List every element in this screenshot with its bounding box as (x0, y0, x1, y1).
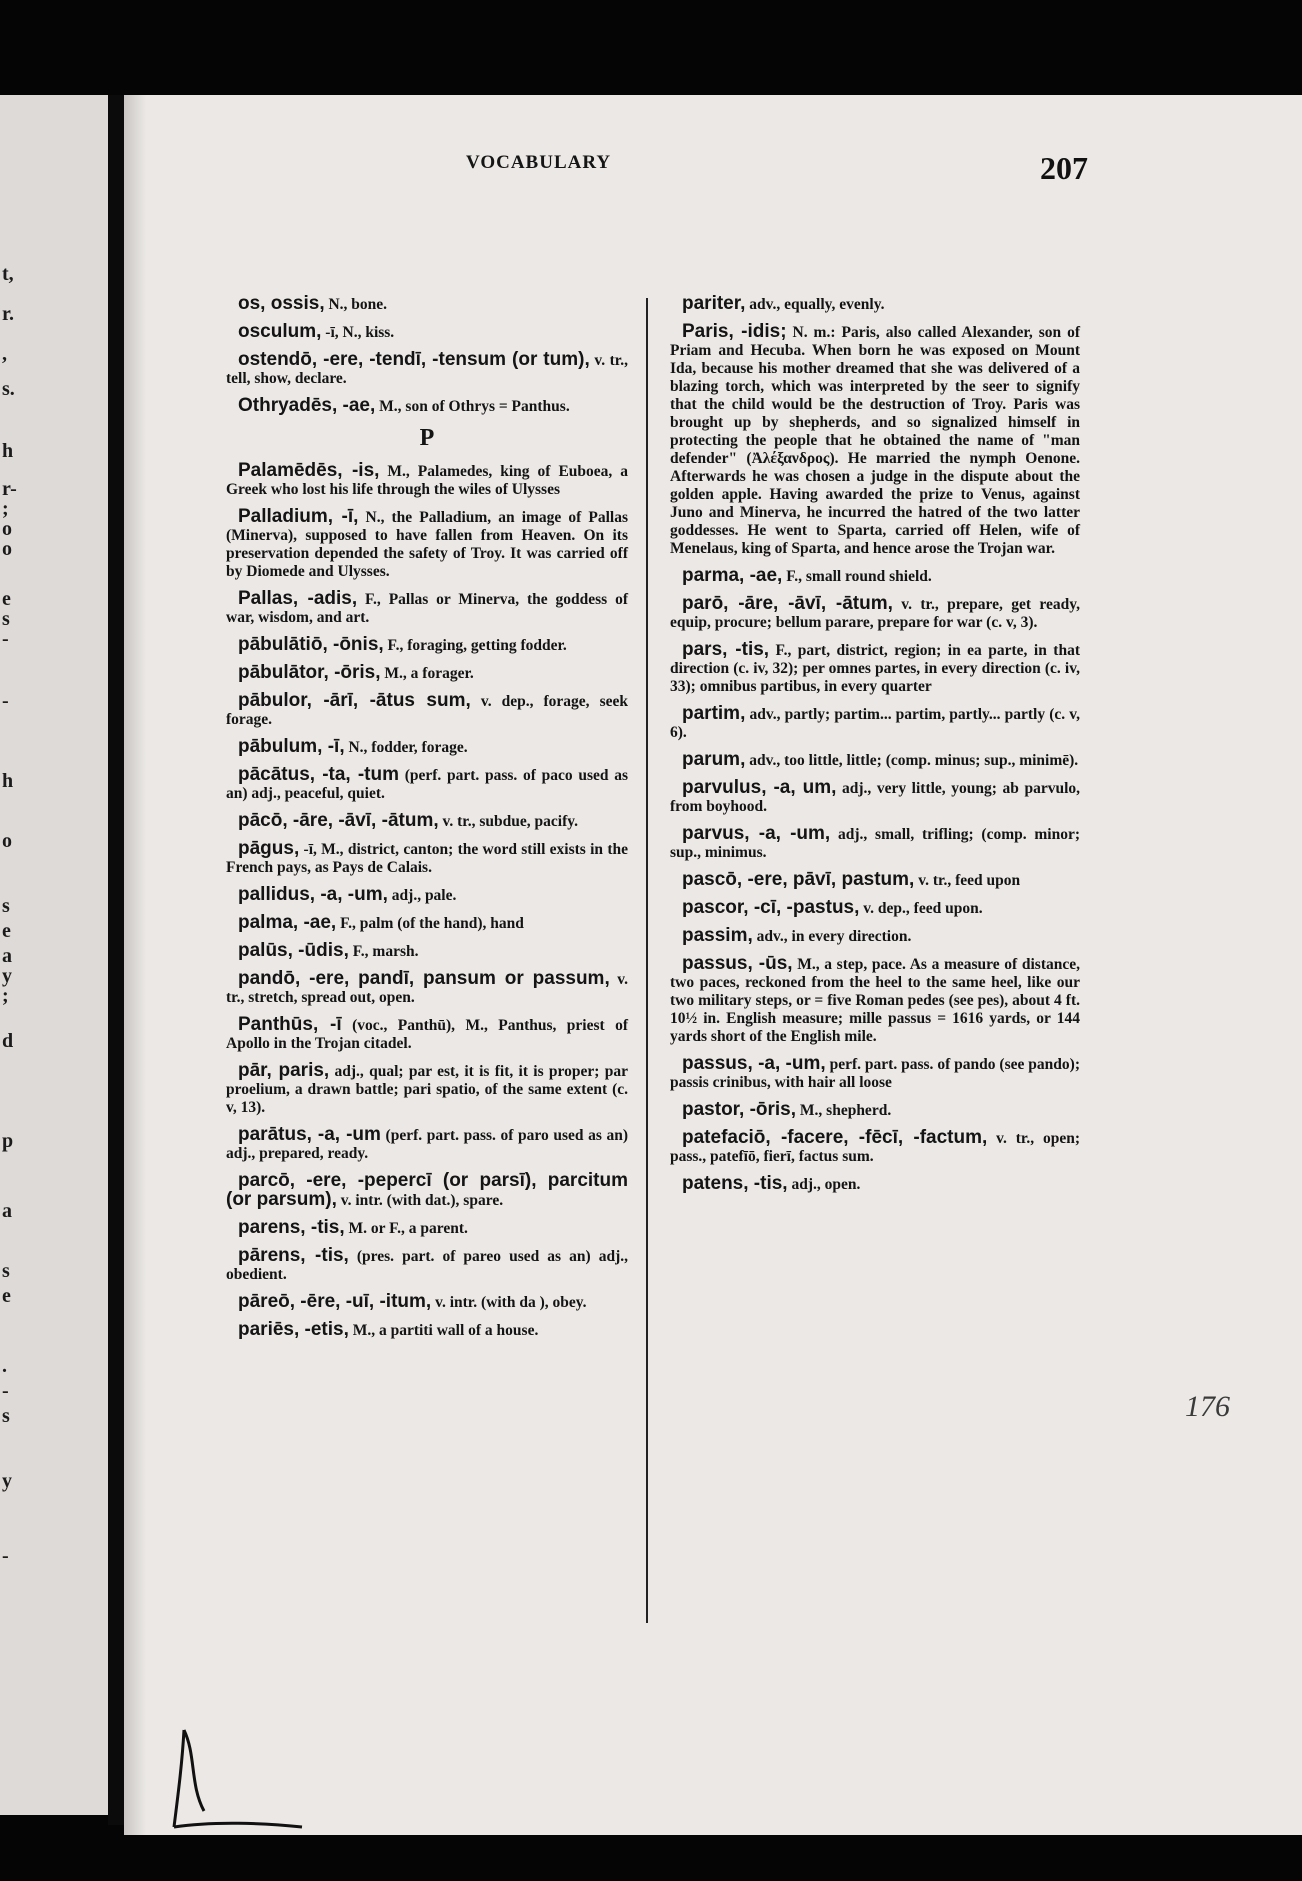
facing-page-fragment: o (2, 518, 12, 540)
facing-page-fragment: e (2, 920, 11, 942)
entry-headword: pars, -tis, (682, 639, 770, 660)
vocabulary-entry (226, 1247, 628, 1284)
entry-definition: M., a forager. (384, 665, 474, 682)
left-column (226, 295, 628, 1349)
entry-headword: pābulātiō, -ōnis, (238, 634, 384, 655)
entry-headword: Panthūs, -ī (238, 1014, 342, 1035)
vocabulary-entry (226, 1293, 628, 1312)
entry-definition: N. m.: Paris, also called Alexander, son of Priam and Hecuba. When born he was exposed on Mount Ida, because his mother dreamed that she was delivered of a blazing torch, which was interpreted by the seer to signify that the child would be the destruction of Troy. Paris was brought up by shepherds, and so signalized himself in protecting the people that he obtained the name of "man defender" (Ἀλέξανδρος). He married the nymph Oenone. Afterwards he was chosen a judge in the dispute about the golden apple. Having awarded the prize to Venus, against Juno and Minerva, he incurred the hatred of the two latter goddesses. He went to Sparta, carried off Helen, wife of Menelaus, king of Sparta, and hence arose the Trojan war. (670, 324, 1081, 557)
vocabulary-entry (670, 705, 1080, 742)
facing-page-fragment: - (2, 1545, 9, 1567)
vocabulary-entry (226, 738, 628, 757)
entry-definition: adv., equally, evenly. (749, 296, 885, 313)
vocabulary-entry (670, 641, 1080, 696)
facing-page-fragment: a (2, 1200, 12, 1222)
entry-headword: pastor, -ōris, (682, 1099, 797, 1120)
entry-definition: perf. part. pass. of pando (see pando); passis crinibus, with hair all loose (670, 1056, 1080, 1091)
entry-definition: adj., small, trifling; (comp. minor; sup., minimus. (670, 826, 1081, 861)
vocabulary-entry (226, 840, 628, 877)
vocabulary-entry (226, 508, 628, 581)
vocabulary-entry (670, 1101, 1080, 1120)
entry-definition: -ī, N., kiss. (325, 324, 395, 341)
facing-page-fragment: , (2, 343, 7, 365)
vocabulary-entry (226, 1016, 628, 1053)
entry-headword: pallidus, -a, -um, (238, 884, 388, 905)
entry-definition: M., a step, pace. As a measure of distance, two paces, reckoned from the heel to the same heel, like our two military steps, or = five Roman pedes (see pes), about 4 ft. 10½ in. English measure; mille passus = 1616 yards, or 144 yards short of the English mile. (670, 956, 1080, 1045)
entry-headword: parātus, -a, -um (238, 1124, 381, 1145)
entry-definition: F., part, district, region; in ea parte, in that direction (c. iv, 32); per omnes partes, in every direction (c. iv, 33); omnibus partibus, in every quarter (670, 642, 1080, 695)
ink-mark (144, 1715, 304, 1835)
vocabulary-entry (670, 899, 1080, 918)
vocabulary-entry (226, 590, 628, 627)
entry-headword: parvulus, -a, um, (682, 777, 837, 798)
vocabulary-entry (670, 1055, 1080, 1092)
entry-headword: pariter, (682, 293, 746, 314)
vocabulary-entry (226, 692, 628, 729)
vocabulary-entry (226, 1321, 628, 1340)
entry-definition: v. dep., forage, seek forage. (226, 693, 628, 728)
entry-headword: passus, -ūs, (682, 953, 793, 974)
entry-definition: v. tr., prepare, get ready, equip, procure; bellum parare, prepare for war (c. v, 3). (670, 596, 1081, 631)
handwritten-margin-note: 176 (1185, 1390, 1230, 1423)
entry-definition: adj., very little, young; ab parvulo, from boyhood. (670, 780, 1080, 815)
facing-page-fragment: e (2, 1285, 11, 1307)
entry-headword: parum, (682, 749, 746, 770)
entry-definition: v. tr., open; pass., patefīō, fierī, factus sum. (670, 1130, 1081, 1165)
entry-definition: F., Pallas or Minerva, the goddess of war, wisdom, and art. (226, 591, 628, 626)
vocabulary-entry (226, 1062, 628, 1117)
vocabulary-entry (670, 955, 1080, 1046)
vocabulary-entry (670, 871, 1080, 890)
vocabulary-entry (670, 751, 1080, 770)
facing-page-fragment: s (2, 1260, 10, 1282)
entry-headword: pārens, -tis, (238, 1245, 349, 1266)
facing-page-fragment: s (2, 608, 10, 630)
entry-headword: parvus, -a, -um, (682, 823, 831, 844)
entry-definition: v. tr., stretch, spread out, open. (226, 971, 629, 1006)
entry-headword: parcō, -ere, -pepercī (or parsī), parcitum (or parsum), (226, 1170, 628, 1210)
entry-headword: pābulātor, -ōris, (238, 662, 381, 683)
entry-headword: patens, -tis, (682, 1173, 788, 1194)
entry-definition: N., fodder, forage. (348, 739, 468, 756)
entry-definition: M., son of Othrys = Panthus. (379, 398, 570, 415)
entry-definition: -ī, M., district, canton; the word still exists in the French pays, as Pays de Calais. (226, 841, 629, 876)
facing-page-fragment: d (2, 1030, 14, 1052)
vocabulary-entry (226, 1172, 628, 1210)
entry-definition: F., palm (of the hand), hand (340, 915, 524, 932)
entry-definition: v. tr., subdue, pacify. (442, 813, 579, 830)
entry-definition: F., marsh. (352, 943, 419, 960)
vocabulary-entry (226, 636, 628, 655)
entry-definition: M., Palamedes, king of Euboea, a Greek who lost his life through the wiles of Ulysses (226, 463, 629, 498)
entry-headword: Paris, -idis; (682, 321, 787, 342)
vocabulary-entry (226, 812, 628, 831)
vocabulary-entry (670, 825, 1080, 862)
facing-page-fragment: o (2, 830, 12, 852)
entry-definition: adj., pale. (391, 887, 457, 904)
entry-headword: pācātus, -ta, -tum (238, 764, 399, 785)
entry-definition: N., bone. (328, 296, 388, 313)
vocabulary-entry (226, 397, 628, 416)
vocabulary-entry (670, 1129, 1080, 1166)
entry-headword: patefaciō, -facere, -fēcī, -factum, (682, 1127, 988, 1148)
facing-page-fragment: s (2, 895, 10, 917)
facing-page-fragment: r. (2, 303, 15, 325)
entry-definition: M., shepherd. (799, 1102, 892, 1119)
vocabulary-entry (226, 942, 628, 961)
entry-definition: adv., too little, little; (comp. minus; sup., minimē). (749, 752, 1079, 769)
facing-page-fragment: h (2, 440, 14, 462)
entry-headword: pāreō, -ēre, -uī, -itum, (238, 1291, 432, 1312)
column-rule (646, 298, 648, 1623)
entry-definition: v. intr. (with da ), obey. (435, 1294, 587, 1311)
vocabulary-entry (226, 295, 628, 314)
entry-definition: N., the Palladium, an image of Pallas (Minerva), supposed to have fallen from Heaven. On its preservation depended the safety of Troy. It was carried off by Diomede and Ulysses. (226, 509, 629, 580)
entry-definition: M., a partiti wall of a house. (352, 1322, 539, 1339)
entry-headword: pābulum, -ī, (238, 736, 345, 757)
page-edge-shadow (124, 95, 146, 1835)
entry-headword: parma, -ae, (682, 565, 783, 586)
vocabulary-entry (670, 323, 1080, 558)
entry-definition: (voc., Panthū), M., Panthus, priest of Apollo in the Trojan citadel. (226, 1017, 629, 1052)
facing-page-fragment: - (2, 628, 9, 650)
facing-page-fragment: a (2, 945, 12, 967)
facing-page-fragment: e (2, 588, 11, 610)
vocabulary-entry (226, 766, 628, 803)
vocabulary-entry (670, 567, 1080, 586)
entry-headword: pābulor, -ārī, -ātus sum, (238, 690, 471, 711)
facing-page-fragment: ; (2, 985, 9, 1007)
entry-headword: parō, -āre, -āvī, -ātum, (682, 593, 893, 614)
vocabulary-entry (670, 927, 1080, 946)
facing-page-fragment: r- (2, 478, 17, 500)
entry-headword: parens, -tis, (238, 1217, 345, 1238)
vocabulary-entry (670, 1175, 1080, 1194)
facing-page-fragment: ; (2, 498, 9, 520)
entry-headword: osculum, (238, 321, 322, 342)
page-number: 207 (1040, 150, 1088, 186)
book-gutter (108, 95, 124, 1825)
vocabulary-entry (670, 595, 1080, 632)
facing-page-fragment: - (2, 1380, 9, 1402)
entry-definition: F., small round shield. (786, 568, 932, 585)
section-letter: P (419, 425, 435, 451)
entry-definition: adv., in every direction. (756, 928, 912, 945)
entry-headword: Palamēdēs, -is, (238, 460, 380, 481)
facing-page-strip (0, 95, 108, 1815)
facing-page-fragment: s (2, 1405, 10, 1427)
entry-definition: (pres. part. of pareo used as an) adj., obedient. (226, 1248, 628, 1283)
entry-headword: Palladium, -ī, (238, 506, 359, 527)
vocabulary-entry (670, 295, 1080, 314)
entry-headword: pācō, -āre, -āvī, -ātum, (238, 810, 439, 831)
entry-headword: palma, -ae, (238, 912, 337, 933)
entry-headword: pariēs, -etis, (238, 1319, 349, 1340)
entry-headword: palūs, -ūdis, (238, 940, 349, 961)
entry-headword: pār, paris, (238, 1060, 330, 1081)
entry-headword: pāgus, (238, 838, 300, 859)
facing-page-fragment: s. (2, 378, 15, 400)
entry-definition: (perf. part. pass. of paro used as an) adj., prepared, ready. (226, 1127, 628, 1162)
entry-headword: Pallas, -adis, (238, 588, 358, 609)
entry-headword: pascor, -cī, -pastus, (682, 897, 860, 918)
entry-headword: partim, (682, 703, 746, 724)
facing-page-fragment: . (2, 1355, 7, 1377)
entry-definition: v. tr., feed upon (918, 872, 1021, 889)
entry-headword: ostendō, -ere, -tendī, -tensum (or tum), (238, 349, 590, 370)
vocabulary-entry (226, 970, 628, 1007)
vocabulary-entry (226, 351, 628, 388)
facing-page-fragment: p (2, 1130, 14, 1152)
entry-headword: os, ossis, (238, 293, 325, 314)
entry-definition: v. dep., feed upon. (863, 900, 983, 917)
entry-definition: F., foraging, getting fodder. (387, 637, 567, 654)
facing-page-fragment: t, (2, 263, 14, 285)
running-head: VOCABULARY (466, 152, 612, 173)
vocabulary-entry (226, 323, 628, 342)
entry-definition: v. intr. (with dat.), spare. (340, 1192, 504, 1209)
vocabulary-entry (226, 1219, 628, 1238)
facing-page-fragment: o (2, 538, 12, 560)
facing-page-fragment: y (2, 1470, 12, 1492)
entry-headword: passim, (682, 925, 753, 946)
entry-definition: adj., open. (791, 1176, 861, 1193)
facing-page-fragment: h (2, 770, 14, 792)
vocabulary-entry (226, 664, 628, 683)
entry-definition: M. or F., a parent. (348, 1220, 468, 1237)
entry-headword: Othryadēs, -ae, (238, 395, 376, 416)
entry-headword: pandō, -ere, pandī, pansum or passum, (238, 968, 610, 989)
entry-definition: v. tr., tell, show, declare. (226, 352, 629, 387)
entry-definition: (perf. part. pass. of paco used as an) adj., peaceful, quiet. (226, 767, 628, 802)
right-column (670, 295, 1080, 1203)
vocabulary-entry (670, 779, 1080, 816)
entry-definition: adj., qual; par est, it is fit, it is proper; par proelium, a drawn battle; pari spatio, of the same extent (c. v, 13). (226, 1063, 628, 1116)
vocabulary-entry (226, 886, 628, 905)
vocabulary-entry (226, 1126, 628, 1163)
facing-page-fragment: y (2, 965, 12, 987)
vocabulary-entry (226, 914, 628, 933)
facing-page-fragment: - (2, 690, 9, 712)
entry-definition: adv., partly; partim... partim, partly... partly (c. v, 6). (670, 706, 1081, 741)
vocabulary-entry (226, 462, 628, 499)
entry-headword: pascō, -ere, pāvī, pastum, (682, 869, 915, 890)
entry-headword: passus, -a, -um, (682, 1053, 826, 1074)
